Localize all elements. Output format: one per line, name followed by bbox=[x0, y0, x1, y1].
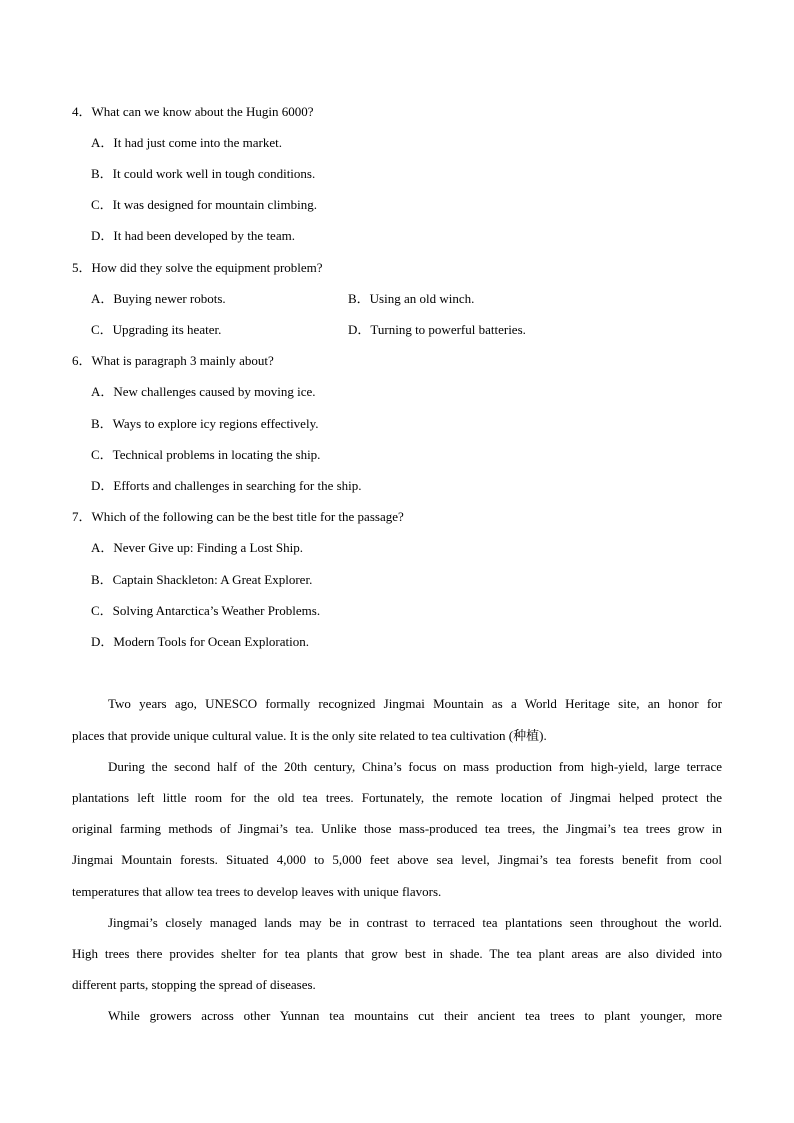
question-4-option-b: B．It could work well in tough conditions. bbox=[91, 166, 316, 181]
passage-p3-line-1: Jingmai’s closely managed lands may be in contrast to terraced tea plantations seen throughout the world. bbox=[108, 915, 722, 930]
question-7-stem: 7．Which of the following can be the best title for the passage? bbox=[72, 509, 404, 524]
question-4-stem: 4．What can we know about the Hugin 6000? bbox=[72, 104, 314, 119]
question-6-stem: 6．What is paragraph 3 mainly about? bbox=[72, 353, 274, 368]
question-4-option-a: A．It had just come into the market. bbox=[91, 135, 282, 150]
question-6-option-d: D．Efforts and challenges in searching for the ship. bbox=[91, 478, 362, 493]
question-4-option-c: C．It was designed for mountain climbing. bbox=[91, 197, 318, 212]
question-6-option-b: B．Ways to explore icy regions effectively. bbox=[91, 416, 319, 431]
question-6-option-a: A．New challenges caused by moving ice. bbox=[91, 384, 316, 399]
passage-p1-line-1: Two years ago, UNESCO formally recognized Jingmai Mountain as a World Heritage site, an honor for bbox=[108, 696, 722, 711]
passage-p2-line-2: plantations left little room for the old tea trees. Fortunately, the remote location of Jingmai helped protect the bbox=[72, 790, 722, 805]
passage-p3-line-3: different parts, stopping the spread of diseases. bbox=[72, 977, 316, 992]
passage-p2-line-5: temperatures that allow tea trees to develop leaves with unique flavors. bbox=[72, 884, 442, 899]
question-5-stem: 5．How did they solve the equipment problem? bbox=[72, 260, 323, 275]
question-7-option-c: C．Solving Antarctica’s Weather Problems. bbox=[91, 603, 321, 618]
passage-p3-line-2: High trees there provides shelter for tea plants that grow best in shade. The tea plant areas are also divided into bbox=[72, 946, 722, 961]
passage-p1-line-2: places that provide unique cultural value. It is the only site related to tea cultivation (种植). bbox=[72, 728, 547, 743]
question-5-option-b: B．Using an old winch. bbox=[348, 291, 475, 306]
question-5-option-c: C．Upgrading its heater. bbox=[91, 322, 222, 337]
question-7-option-b: B．Captain Shackleton: A Great Explorer. bbox=[91, 572, 313, 587]
passage-p2-line-3: original farming methods of Jingmai’s tea. Unlike those mass-produced tea trees, the Jingmai’s tea trees grow in bbox=[72, 821, 722, 836]
question-6-option-c: C．Technical problems in locating the ship. bbox=[91, 447, 321, 462]
passage-p2-line-4: Jingmai Mountain forests. Situated 4,000 to 5,000 feet above sea level, Jingmai’s tea forests benefit from cool bbox=[72, 852, 722, 867]
question-5-option-d: D．Turning to powerful batteries. bbox=[348, 322, 526, 337]
question-7-option-a: A．Never Give up: Finding a Lost Ship. bbox=[91, 540, 303, 555]
question-4-option-d: D．It had been developed by the team. bbox=[91, 228, 295, 243]
question-7-option-d: D．Modern Tools for Ocean Exploration. bbox=[91, 634, 309, 649]
passage-p2-line-1: During the second half of the 20th century, China’s focus on mass production from high-yield, large terrace bbox=[108, 759, 722, 774]
question-5-option-a: A．Buying newer robots. bbox=[91, 291, 226, 306]
passage-p4-line-1: While growers across other Yunnan tea mountains cut their ancient tea trees to plant younger, more bbox=[108, 1008, 722, 1023]
